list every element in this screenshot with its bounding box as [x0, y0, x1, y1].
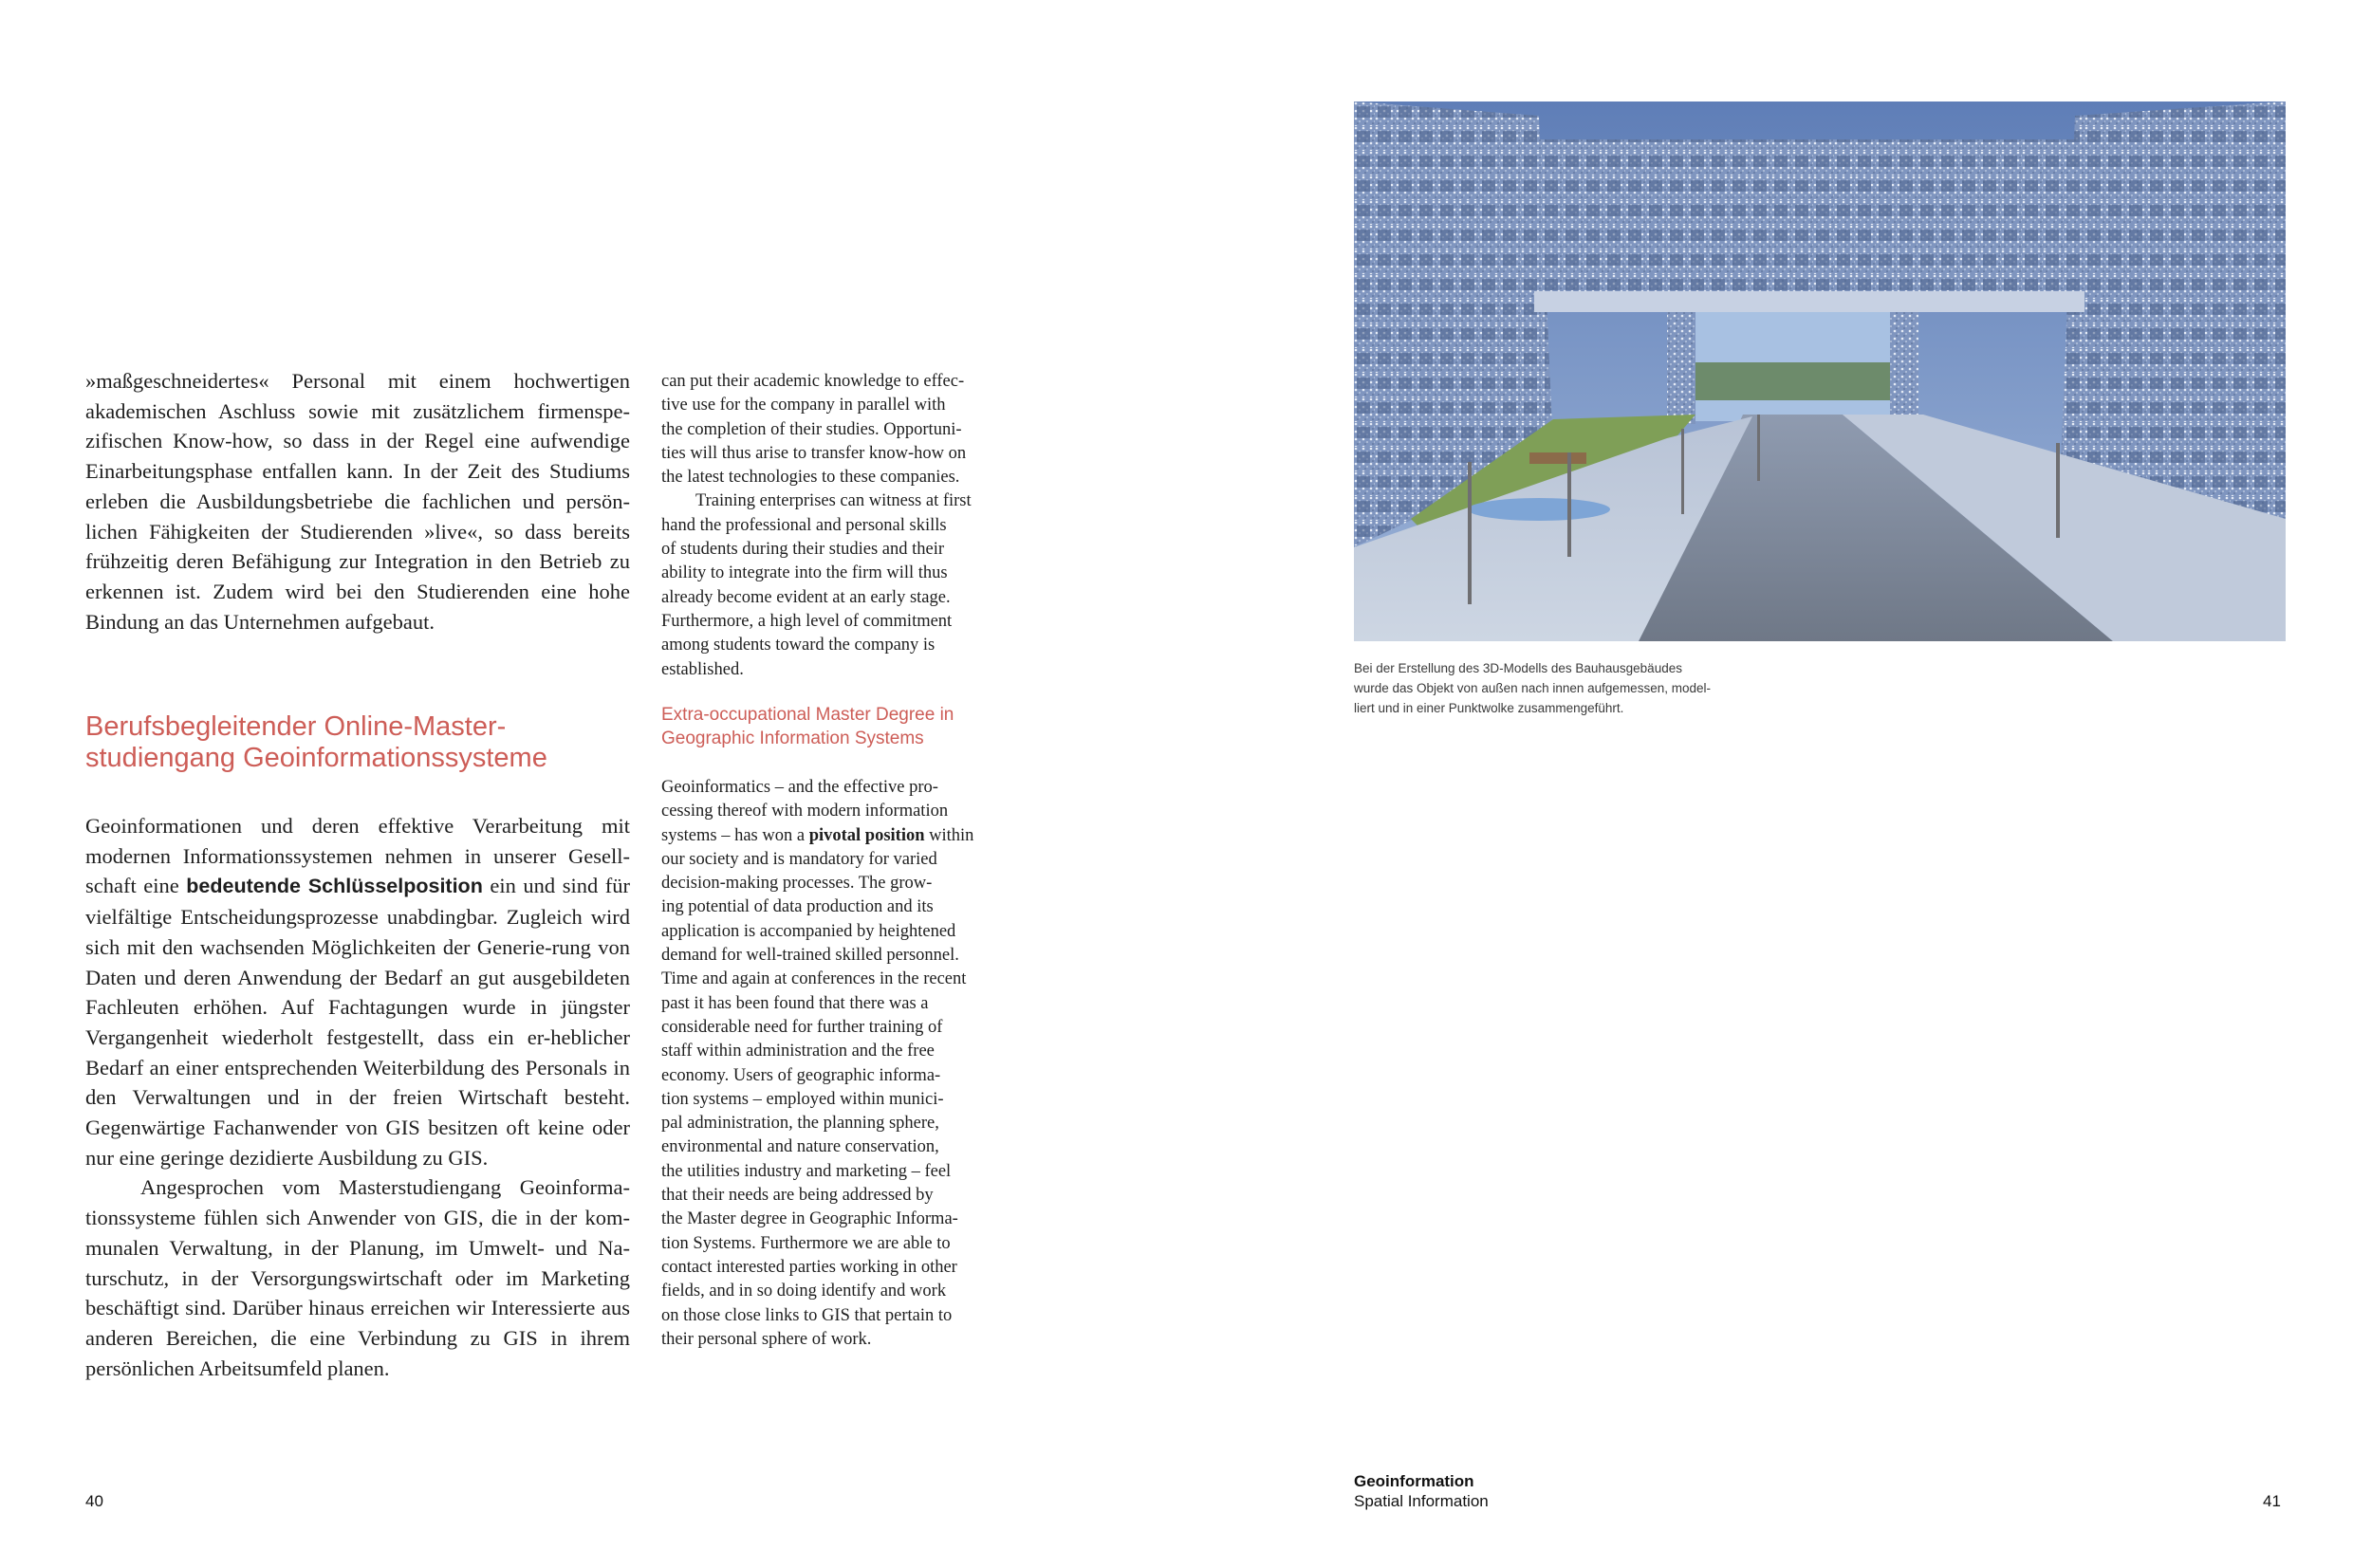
middle-column-intro	[661, 370, 1020, 682]
emphasis-text: bedeutende Schlüsselposition	[186, 875, 483, 898]
page-number-right: 41	[2263, 1492, 2281, 1510]
paragraph-en-1: can put their academic knowledge to effec- tive use for the company in parallel with the completion of their studies. Opportuni- ties will thus arise to transfer know-how on the latest technologies to these companies.	[661, 372, 967, 488]
paragraph-en-2: Training enterprises can witness at first hand the professional and personal skills of students during their studies and their ability to integrate into the firm will thus already become evident at an early stage. Furthermore, a high level of commitment among students toward the company is established.	[661, 491, 972, 679]
page-number-left: 40	[85, 1492, 103, 1510]
paragraph-audience: Angesprochen vom Masterstudiengang Geoinforma-tionssysteme fühlen sich Anwender von GIS, die in der kom-munalen Verwaltung, in der Planung, im Umwelt- und Na-turschutz, in der Versorgungswirtschaft oder im Marketing beschäftigt sind. Darüber hinaus erreichen wir Interessierte aus anderen Bereichen, die eine Verbindung zu GIS in ihrem persönlichen Arbeitsumfeld planen.	[85, 1175, 630, 1380]
footer-subtitle: Spatial Information	[1354, 1492, 1489, 1510]
heading-line: Geographic Information Systems	[661, 729, 924, 748]
heading-line: studiengang Geoinformationssysteme	[85, 743, 547, 773]
point-cloud-photo	[1354, 101, 2286, 641]
left-column-body	[85, 811, 630, 1383]
section-heading-english	[661, 703, 1041, 750]
section-heading-german	[85, 711, 655, 774]
bridge-floor	[1534, 139, 2084, 301]
point-cloud-illustration	[1354, 101, 2286, 641]
right-building	[2061, 101, 2286, 519]
emphasis-text: pivotal position	[808, 825, 925, 845]
heading-line: Extra-occupational Master Degree in	[661, 705, 954, 725]
paragraph-intro: »maßgeschneidertes« Personal mit einem hochwertigen akademischen Aschluss sowie mit zusätzlichem firmenspe-zifischen Know-how, so dass in der Regel eine aufwendige Einarbeitungsphase entfallen kann. In der Zeit des Studiums erleben die Ausbildungsbetriebe die fachlichen und persön-lichen Fähigkeiten der Studierenden »live«, so dass bereits frühzeitig deren Befähigung zur Integration in den Betrieb zu erkennen ist. Zudem wird bei den Studierenden eine hohe Bindung an das Unternehmen aufgebaut.	[85, 369, 630, 634]
image-caption	[1354, 658, 1771, 718]
caption-line: Bei der Erstellung des 3D-Modells des Bauhausgebäudes	[1354, 661, 1682, 675]
caption-line: wurde das Objekt von außen nach innen aufgemessen, model-	[1354, 681, 1711, 695]
puddle	[1468, 498, 1610, 521]
caption-line: liert und in einer Punktwolke zusammengeführt.	[1354, 701, 1624, 715]
middle-column-body	[661, 776, 1022, 1352]
paragraph-geoinformation: Geoinformationen und deren effektive Verarbeitung mit modernen Informationssystemen nehmen in unserer Gesell-schaft eine bedeutende Schlüsselposition ein und sind für vielfältige Entscheidungsprozesse unabdingbar. Zugleich wird sich mit den wachsenden Möglichkeiten der Generie-rung von Daten und deren Anwendung der Bedarf an gut ausgebildeten Fachleuten erhöhen. Auf Fachtagungen wurde in jüngster Vergangenheit wiederholt festgestellt, dass ein er-heblicher Bedarf an einer entsprechenden Weiterbildung des Personals in den Verwaltungen und in der freien Wirtschaft besteht. Gegenwärtige Fachanwender von GIS besitzen oft keine oder nur eine geringe dezidierte Ausbildung zu GIS.	[85, 814, 630, 1170]
paragraph-en-3: Geoinformatics – and the effective pro- cessing thereof with modern information systems – has won a pivotal position within our society and is mandatory for varied decision-making processes. The grow- ing potential of data production and its application is accompanied by heightened demand for well-trained skilled personnel. Time and again at conferences in the recent past it has been found that there was a considerable need for further training of staff within administration and the free economy. Users of geographic informa- tion systems – employed within munici- pal administration, the planning sphere, environmental and nature conservation, the utilities industry and marketing – feel that their needs are being addressed by the Master degree in Geographic Informa- tion Systems. Furthermore we are able to contact interested parties working in other fields, and in so doing identify and work on those close links to GIS that pertain to their personal sphere of work.	[661, 778, 974, 1349]
running-footer	[1354, 1471, 1489, 1511]
footer-title: Geoinformation	[1354, 1472, 1474, 1490]
heading-line: Berufsbegleitender Online-Master-	[85, 711, 507, 742]
left-column-intro	[85, 366, 630, 636]
